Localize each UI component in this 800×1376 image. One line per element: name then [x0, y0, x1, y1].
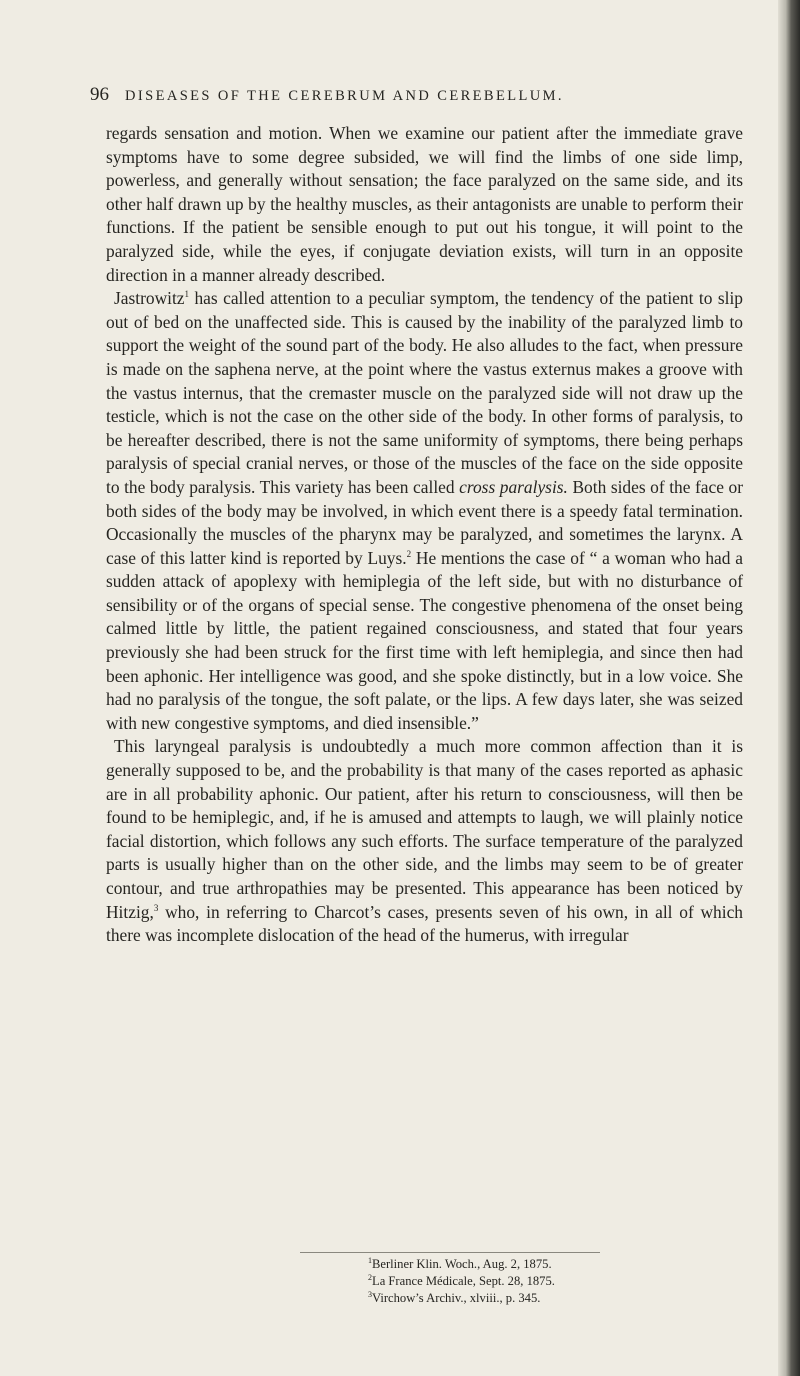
running-head [90, 84, 750, 114]
footnote-mark: 1 [368, 1255, 372, 1265]
paragraph-3 [106, 735, 743, 947]
footnote-2 [368, 1273, 748, 1290]
footnote-reference: 1 [184, 289, 190, 300]
footnotes [368, 1256, 748, 1307]
page-edge-shadow [778, 0, 800, 1376]
footnote-mark: 3 [368, 1289, 372, 1299]
text-segment: has called attention to a peculiar symptom, the tendency of the patient to slip out of bed on the unaffected side. This is caused by the inability of the paralyzed limb to support the weight of the sound part of the body. He also alludes to the fact, when pressure is made on the saphena nerve, at the point where the vastus externus makes a groove with the vastus internus, that the cremaster muscle on the paralyzed side will not draw up the testicle, which is not the case on the other side of the body. In other forms of paralysis, to be hereafter described, there is not the same uniformity of symptoms, there being perhaps paralysis of special cranial nerves, or those of the muscles of the face on the side opposite to the body paralysis. This variety has been called [106, 288, 743, 497]
paragraph-1 [106, 122, 743, 287]
footnote-text: Virchow’s Archiv., xlviii., p. 345. [372, 1291, 541, 1305]
running-head-title: DISEASES OF THE CEREBRUM AND CEREBELLUM. [125, 88, 564, 104]
footnote-rule [300, 1252, 600, 1253]
footnote-3 [368, 1290, 748, 1307]
page-number: 96 [90, 84, 109, 105]
italic-term: cross paralysis. [459, 476, 568, 497]
footnote-text: Berliner Klin. Woch., Aug. 2, 1875. [372, 1257, 552, 1271]
text-segment: regards sensation and motion. When we examine our patient after the immediate grave symptoms have to some degree subsided, we will find the limbs of one side limp, powerless, and generally without sensation; the face paralyzed on the same side, and its other half drawn up by the healthy muscles, as their antagonists are unable to perform their functions. If the patient be sensible enough to put out his tongue, it will point to the paralyzed side, while the eyes, if conjugate deviation exists, will turn in an opposite direction in a manner already described. [106, 123, 743, 285]
body-text [106, 122, 743, 948]
text-segment: He mentions the case of “ a woman who had a sudden attack of apoplexy with hemiplegia of the left side, but with no disturbance of sensibility or of the organs of special sense. The congestive phenomena of the onset being calmed little by little, the patient regained consciousness, and stated that four years previously she had been struck for the first time with left hemiplegia, and since then had been aphonic. Her intelligence was good, and she spoke distinctly, but in a low voice. She had no paralysis of the tongue, the soft palate, or the lips. A few days later, she was seized with new congestive symptoms, and died insensible.” [106, 547, 743, 733]
text-segment: Jastrowitz [114, 288, 185, 309]
footnote-reference: 2 [406, 548, 412, 559]
text-segment: Both sides of the face or both sides of the body may be involved, in which event there is a speedy fatal termination. Occasionally the muscles of the pharynx may be paralyzed, and sometimes the larynx. A case of this latter kind is reported by Luys. [106, 476, 743, 568]
footnote-mark: 2 [368, 1272, 372, 1282]
footnote-reference: 3 [153, 902, 159, 913]
text-segment: who, in referring to Charcot’s cases, presents seven of his own, in all of which there was incomplete dislocation of the head of the humerus, with irregular [106, 901, 743, 946]
text-segment: This laryngeal paralysis is undoubtedly a much more common affection than it is generally supposed to be, and the probability is that many of the cases reported as aphasic are in all probability aphonic. Our patient, after his return to consciousness, will then be found to be hemiplegic, and, if he is amused and attempts to laugh, we will plainly notice facial distortion, which follows any such efforts. The surface temperature of the paralyzed parts is usually higher than on the other side, and the limbs may seem to be of greater contour, and true arthropathies may be presented. This appearance has been noticed by Hitzig, [106, 736, 743, 922]
footnote-1 [368, 1256, 748, 1273]
paragraph-2 [106, 287, 743, 735]
footnote-text: La France Médicale, Sept. 28, 1875. [372, 1274, 555, 1288]
